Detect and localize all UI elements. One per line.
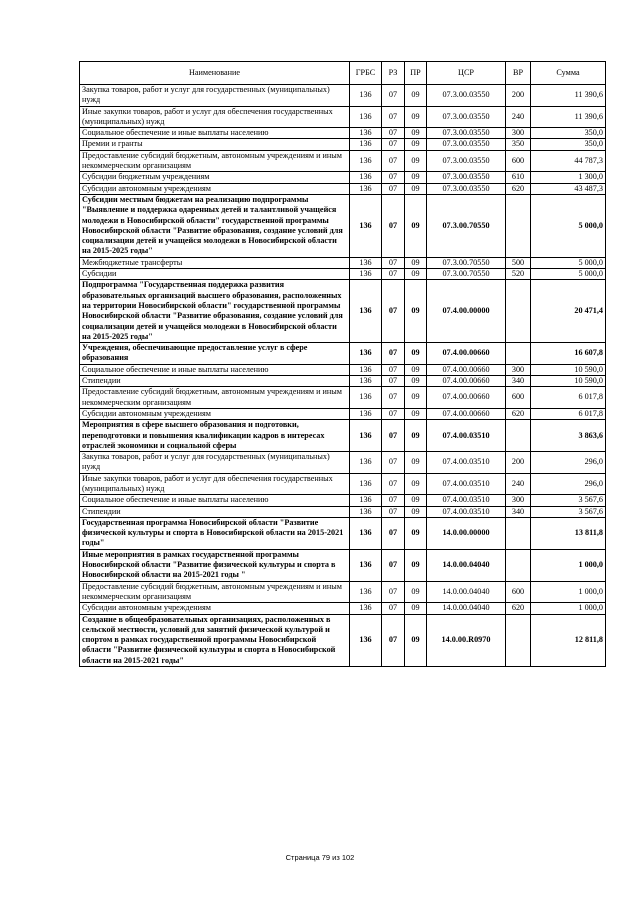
cell-vr: 350 bbox=[506, 139, 531, 150]
cell-rz: 07 bbox=[382, 506, 405, 517]
cell-pr: 09 bbox=[405, 257, 427, 268]
cell-csr: 07.3.00.03550 bbox=[427, 106, 506, 128]
table-row bbox=[80, 280, 606, 343]
table-row bbox=[80, 387, 606, 409]
cell-sum: 3 863,6 bbox=[531, 420, 606, 452]
cell-pr: 09 bbox=[405, 128, 427, 139]
cell-csr: 07.3.00.03550 bbox=[427, 128, 506, 139]
header-vr: ВР bbox=[506, 62, 531, 85]
cell-grbs: 136 bbox=[350, 139, 382, 150]
cell-pr: 09 bbox=[405, 343, 427, 365]
cell-pr: 09 bbox=[405, 517, 427, 549]
table-row bbox=[80, 452, 606, 474]
cell-name: Стипендии bbox=[80, 376, 350, 387]
cell-name: Стипендии bbox=[80, 506, 350, 517]
cell-vr: 620 bbox=[506, 183, 531, 194]
cell-pr: 09 bbox=[405, 452, 427, 474]
cell-vr: 300 bbox=[506, 495, 531, 506]
cell-csr: 07.4.00.00660 bbox=[427, 408, 506, 419]
cell-sum: 1 300,0 bbox=[531, 172, 606, 183]
cell-rz: 07 bbox=[382, 614, 405, 666]
cell-vr: 520 bbox=[506, 269, 531, 280]
cell-rz: 07 bbox=[382, 603, 405, 614]
cell-sum: 10 590,0 bbox=[531, 364, 606, 375]
cell-vr: 600 bbox=[506, 387, 531, 409]
cell-csr: 07.4.00.03510 bbox=[427, 506, 506, 517]
cell-vr bbox=[506, 280, 531, 343]
cell-vr: 240 bbox=[506, 473, 531, 495]
cell-name: Субсидии автономным учреждениям bbox=[80, 408, 350, 419]
cell-name: Социальное обеспечение и иные выплаты населению bbox=[80, 128, 350, 139]
cell-grbs: 136 bbox=[350, 172, 382, 183]
cell-name: Государственная программа Новосибирской области "Развитие физической культуры и спорта в Новосибирской области на 2015-2021 годы" bbox=[80, 517, 350, 549]
cell-csr: 07.4.00.03510 bbox=[427, 420, 506, 452]
table-row bbox=[80, 376, 606, 387]
cell-pr: 09 bbox=[405, 269, 427, 280]
cell-rz: 07 bbox=[382, 387, 405, 409]
cell-name: Субсидии автономным учреждениям bbox=[80, 603, 350, 614]
cell-name: Предоставление субсидий бюджетным, автономным учреждениям и иным некоммерческим организациям bbox=[80, 387, 350, 409]
cell-pr: 09 bbox=[405, 172, 427, 183]
cell-name: Иные закупки товаров, работ и услуг для обеспечения государственных (муниципальных) нужд bbox=[80, 473, 350, 495]
cell-pr: 09 bbox=[405, 473, 427, 495]
cell-vr: 600 bbox=[506, 150, 531, 172]
cell-pr: 09 bbox=[405, 376, 427, 387]
cell-grbs: 136 bbox=[350, 506, 382, 517]
cell-vr: 300 bbox=[506, 128, 531, 139]
cell-csr: 14.0.00.R0970 bbox=[427, 614, 506, 666]
header-rz: РЗ bbox=[382, 62, 405, 85]
cell-pr: 09 bbox=[405, 150, 427, 172]
cell-sum: 6 017,8 bbox=[531, 387, 606, 409]
cell-rz: 07 bbox=[382, 517, 405, 549]
cell-grbs: 136 bbox=[350, 257, 382, 268]
cell-sum: 5 000,0 bbox=[531, 269, 606, 280]
cell-sum: 350,0 bbox=[531, 128, 606, 139]
cell-csr: 07.3.00.03550 bbox=[427, 139, 506, 150]
cell-rz: 07 bbox=[382, 257, 405, 268]
cell-csr: 07.3.00.70550 bbox=[427, 194, 506, 257]
cell-grbs: 136 bbox=[350, 85, 382, 107]
cell-pr: 09 bbox=[405, 581, 427, 603]
cell-rz: 07 bbox=[382, 549, 405, 581]
cell-csr: 07.4.00.00660 bbox=[427, 343, 506, 365]
cell-grbs: 136 bbox=[350, 495, 382, 506]
cell-csr: 07.4.00.03510 bbox=[427, 452, 506, 474]
cell-csr: 14.0.00.04040 bbox=[427, 549, 506, 581]
cell-csr: 07.4.00.03510 bbox=[427, 495, 506, 506]
table-row bbox=[80, 172, 606, 183]
cell-sum: 1 000,0 bbox=[531, 603, 606, 614]
cell-sum: 10 590,0 bbox=[531, 376, 606, 387]
cell-name: Иные закупки товаров, работ и услуг для обеспечения государственных (муниципальных) нужд bbox=[80, 106, 350, 128]
cell-rz: 07 bbox=[382, 495, 405, 506]
cell-csr: 14.0.00.04040 bbox=[427, 581, 506, 603]
table-row bbox=[80, 408, 606, 419]
cell-pr: 09 bbox=[405, 194, 427, 257]
cell-grbs: 136 bbox=[350, 473, 382, 495]
cell-sum: 43 487,3 bbox=[531, 183, 606, 194]
cell-vr: 200 bbox=[506, 452, 531, 474]
cell-vr bbox=[506, 549, 531, 581]
cell-sum: 16 607,8 bbox=[531, 343, 606, 365]
cell-grbs: 136 bbox=[350, 420, 382, 452]
cell-pr: 09 bbox=[405, 420, 427, 452]
cell-sum: 13 811,8 bbox=[531, 517, 606, 549]
cell-pr: 09 bbox=[405, 85, 427, 107]
cell-pr: 09 bbox=[405, 408, 427, 419]
cell-sum: 1 000,0 bbox=[531, 581, 606, 603]
table-row bbox=[80, 364, 606, 375]
table-row bbox=[80, 506, 606, 517]
cell-sum: 5 000,0 bbox=[531, 257, 606, 268]
cell-sum: 350,0 bbox=[531, 139, 606, 150]
cell-pr: 09 bbox=[405, 139, 427, 150]
cell-grbs: 136 bbox=[350, 517, 382, 549]
table-row bbox=[80, 517, 606, 549]
cell-vr: 500 bbox=[506, 257, 531, 268]
header-sum: Сумма bbox=[531, 62, 606, 85]
cell-pr: 09 bbox=[405, 364, 427, 375]
cell-name: Предоставление субсидий бюджетным, автономным учреждениям и иным некоммерческим организациям bbox=[80, 581, 350, 603]
cell-rz: 07 bbox=[382, 364, 405, 375]
table-row bbox=[80, 139, 606, 150]
cell-name: Предоставление субсидий бюджетным, автономным учреждениям и иным некоммерческим организациям bbox=[80, 150, 350, 172]
cell-csr: 07.3.00.70550 bbox=[427, 269, 506, 280]
cell-pr: 09 bbox=[405, 106, 427, 128]
table-row bbox=[80, 581, 606, 603]
cell-pr: 09 bbox=[405, 603, 427, 614]
cell-name: Создание в общеобразовательных организациях, расположенных в сельской местности, условий для занятий физической культурой и спортом в рамках государственной программы Новосибирской области "Развитие физической культуры и спорта в Новосибирской области на 2015-2021 годы" bbox=[80, 614, 350, 666]
cell-grbs: 136 bbox=[350, 387, 382, 409]
cell-rz: 07 bbox=[382, 183, 405, 194]
cell-vr bbox=[506, 517, 531, 549]
table-row bbox=[80, 150, 606, 172]
cell-vr bbox=[506, 194, 531, 257]
cell-rz: 07 bbox=[382, 128, 405, 139]
cell-pr: 09 bbox=[405, 495, 427, 506]
table-row bbox=[80, 420, 606, 452]
header-pr: ПР bbox=[405, 62, 427, 85]
cell-sum: 11 390,6 bbox=[531, 85, 606, 107]
cell-pr: 09 bbox=[405, 506, 427, 517]
table-body bbox=[80, 85, 606, 667]
cell-rz: 07 bbox=[382, 269, 405, 280]
cell-sum: 20 471,4 bbox=[531, 280, 606, 343]
cell-name: Субсидии бюджетным учреждениям bbox=[80, 172, 350, 183]
header-grbs: ГРБС bbox=[350, 62, 382, 85]
cell-vr: 240 bbox=[506, 106, 531, 128]
cell-csr: 14.0.00.04040 bbox=[427, 603, 506, 614]
cell-sum: 44 787,3 bbox=[531, 150, 606, 172]
cell-sum: 296,0 bbox=[531, 452, 606, 474]
cell-csr: 07.3.00.70550 bbox=[427, 257, 506, 268]
cell-vr: 620 bbox=[506, 408, 531, 419]
table-row bbox=[80, 85, 606, 107]
cell-name: Субсидии bbox=[80, 269, 350, 280]
cell-vr: 600 bbox=[506, 581, 531, 603]
cell-name: Учреждения, обеспечивающие предоставление услуг в сфере образования bbox=[80, 343, 350, 365]
cell-sum: 3 567,6 bbox=[531, 495, 606, 506]
cell-vr: 300 bbox=[506, 364, 531, 375]
cell-vr: 200 bbox=[506, 85, 531, 107]
cell-grbs: 136 bbox=[350, 106, 382, 128]
cell-rz: 07 bbox=[382, 280, 405, 343]
cell-name: Закупка товаров, работ и услуг для государственных (муниципальных) нужд bbox=[80, 452, 350, 474]
cell-csr: 07.4.00.03510 bbox=[427, 473, 506, 495]
table-row bbox=[80, 128, 606, 139]
cell-vr bbox=[506, 343, 531, 365]
cell-sum: 11 390,6 bbox=[531, 106, 606, 128]
table-row bbox=[80, 106, 606, 128]
cell-rz: 07 bbox=[382, 139, 405, 150]
cell-grbs: 136 bbox=[350, 614, 382, 666]
cell-grbs: 136 bbox=[350, 364, 382, 375]
cell-grbs: 136 bbox=[350, 581, 382, 603]
table-row bbox=[80, 473, 606, 495]
cell-name: Закупка товаров, работ и услуг для государственных (муниципальных) нужд bbox=[80, 85, 350, 107]
cell-pr: 09 bbox=[405, 280, 427, 343]
cell-rz: 07 bbox=[382, 408, 405, 419]
cell-name: Подпрограмма "Государственная поддержка развития образовательных организаций высшего образования, расположенных на территории Новосибирской области" государственной программы Новосибирской области "Развитие образования, создание условий для социализации детей и учащейся молодежи в Новосибирской области на 2015-2025 годы" bbox=[80, 280, 350, 343]
table-row bbox=[80, 269, 606, 280]
cell-sum: 1 000,0 bbox=[531, 549, 606, 581]
cell-csr: 14.0.00.00000 bbox=[427, 517, 506, 549]
cell-vr bbox=[506, 614, 531, 666]
cell-rz: 07 bbox=[382, 452, 405, 474]
table-row bbox=[80, 343, 606, 365]
cell-vr bbox=[506, 420, 531, 452]
cell-csr: 07.3.00.03550 bbox=[427, 172, 506, 183]
cell-sum: 12 811,8 bbox=[531, 614, 606, 666]
cell-sum: 3 567,6 bbox=[531, 506, 606, 517]
cell-rz: 07 bbox=[382, 581, 405, 603]
cell-rz: 07 bbox=[382, 420, 405, 452]
cell-rz: 07 bbox=[382, 376, 405, 387]
cell-name: Премии и гранты bbox=[80, 139, 350, 150]
cell-name: Субсидии местным бюджетам на реализацию подпрограммы "Выявление и поддержка одаренных детей и талантливой учащейся молодежи в Новосибирской области" государственной программы Новосибирской области "Развитие образования, создание условий для социализации детей и учащейся молодежи в Новосибирской области на 2015-2025 годы" bbox=[80, 194, 350, 257]
cell-name: Иные мероприятия в рамках государственной программы Новосибирской области "Развитие физической культуры и спорта в Новосибирской области на 2015-2021 годы " bbox=[80, 549, 350, 581]
cell-name: Мероприятия в сфере высшего образования и подготовки, переподготовки и повышения квалификации кадров в интересах отраслей экономики и социальной сферы bbox=[80, 420, 350, 452]
table-row bbox=[80, 549, 606, 581]
header-name: Наименование bbox=[80, 62, 350, 85]
cell-name: Социальное обеспечение и иные выплаты населению bbox=[80, 364, 350, 375]
cell-rz: 07 bbox=[382, 106, 405, 128]
cell-grbs: 136 bbox=[350, 128, 382, 139]
cell-grbs: 136 bbox=[350, 603, 382, 614]
header-csr: ЦСР bbox=[427, 62, 506, 85]
cell-vr: 610 bbox=[506, 172, 531, 183]
cell-csr: 07.3.00.03550 bbox=[427, 85, 506, 107]
table-row bbox=[80, 257, 606, 268]
page-number: Страница 79 из 102 bbox=[285, 853, 355, 862]
cell-csr: 07.4.00.00660 bbox=[427, 364, 506, 375]
cell-rz: 07 bbox=[382, 150, 405, 172]
cell-rz: 07 bbox=[382, 85, 405, 107]
table-row bbox=[80, 495, 606, 506]
cell-rz: 07 bbox=[382, 343, 405, 365]
cell-grbs: 136 bbox=[350, 452, 382, 474]
cell-grbs: 136 bbox=[350, 183, 382, 194]
cell-name: Субсидии автономным учреждениям bbox=[80, 183, 350, 194]
budget-table bbox=[79, 61, 606, 667]
cell-grbs: 136 bbox=[350, 269, 382, 280]
cell-grbs: 136 bbox=[350, 343, 382, 365]
cell-pr: 09 bbox=[405, 387, 427, 409]
table-row bbox=[80, 194, 606, 257]
cell-sum: 6 017,8 bbox=[531, 408, 606, 419]
cell-name: Межбюджетные трансферты bbox=[80, 257, 350, 268]
cell-pr: 09 bbox=[405, 549, 427, 581]
cell-vr: 620 bbox=[506, 603, 531, 614]
cell-grbs: 136 bbox=[350, 549, 382, 581]
cell-vr: 340 bbox=[506, 506, 531, 517]
table-row bbox=[80, 603, 606, 614]
table-header-row bbox=[80, 62, 606, 85]
cell-csr: 07.3.00.03550 bbox=[427, 183, 506, 194]
cell-csr: 07.3.00.03550 bbox=[427, 150, 506, 172]
cell-name: Социальное обеспечение и иные выплаты населению bbox=[80, 495, 350, 506]
table-row bbox=[80, 614, 606, 666]
cell-csr: 07.4.00.00660 bbox=[427, 387, 506, 409]
cell-grbs: 136 bbox=[350, 150, 382, 172]
cell-grbs: 136 bbox=[350, 280, 382, 343]
cell-rz: 07 bbox=[382, 172, 405, 183]
cell-csr: 07.4.00.00660 bbox=[427, 376, 506, 387]
cell-grbs: 136 bbox=[350, 194, 382, 257]
cell-csr: 07.4.00.00000 bbox=[427, 280, 506, 343]
cell-grbs: 136 bbox=[350, 376, 382, 387]
cell-rz: 07 bbox=[382, 194, 405, 257]
cell-pr: 09 bbox=[405, 614, 427, 666]
cell-grbs: 136 bbox=[350, 408, 382, 419]
cell-rz: 07 bbox=[382, 473, 405, 495]
cell-pr: 09 bbox=[405, 183, 427, 194]
cell-sum: 5 000,0 bbox=[531, 194, 606, 257]
table-row bbox=[80, 183, 606, 194]
cell-vr: 340 bbox=[506, 376, 531, 387]
cell-sum: 296,0 bbox=[531, 473, 606, 495]
